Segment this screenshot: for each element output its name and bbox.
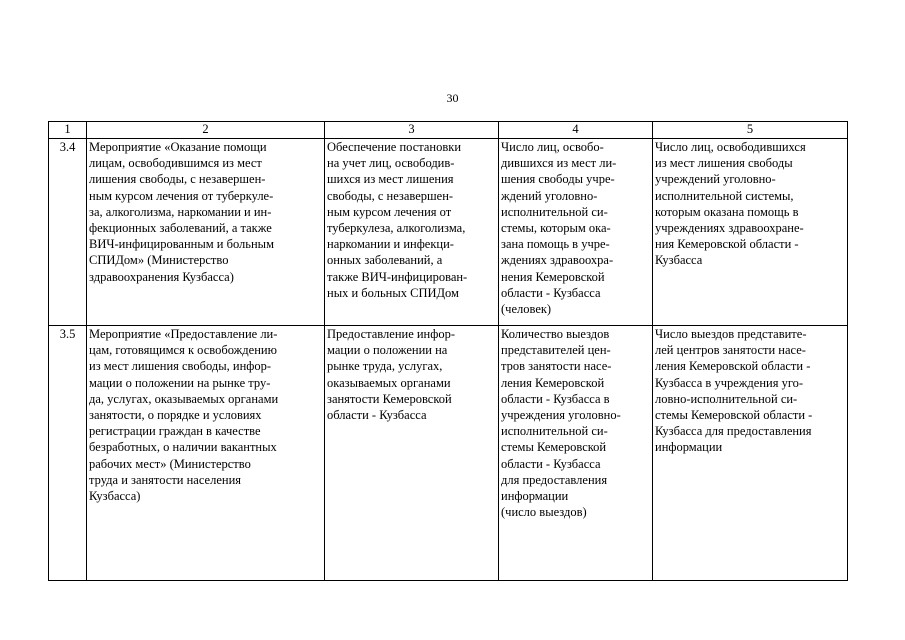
cell-text-line: туберкулеза, алкоголизма, bbox=[327, 221, 466, 236]
cell-text-line: учреждений уголовно- bbox=[655, 172, 776, 187]
cell-text-line: рынке труда, услугах, bbox=[327, 359, 443, 374]
table-header-row bbox=[49, 122, 848, 139]
cell-text-line: из мест лишения свободы bbox=[655, 156, 793, 171]
cell-text-line: ления Кемеровской области - bbox=[655, 359, 811, 374]
cell-text-line: Кузбасса) bbox=[89, 489, 141, 504]
cell-text-line: Кузбасса для предоставления bbox=[655, 424, 812, 439]
cell-text-line: оказываемых органами bbox=[327, 375, 451, 390]
cell-text-line: цам, готовящимся к освобождению bbox=[89, 343, 277, 358]
cell-text-line: учреждениях здравоохране- bbox=[655, 221, 804, 236]
cell-text-line: ждениях здравоохра- bbox=[501, 253, 614, 268]
outcome-cell bbox=[325, 139, 499, 326]
row-number-cell: 3.4 bbox=[49, 139, 87, 326]
cell-text-line: Обеспечение постановки bbox=[327, 140, 462, 154]
cell-text-line: шения свободы учре- bbox=[501, 172, 615, 187]
column-header-1: 1 bbox=[49, 122, 87, 139]
indicator-cell bbox=[499, 326, 653, 581]
cell-text-line: шихся из мест лишения bbox=[327, 172, 454, 187]
cell-text-line: зана помощь в учре- bbox=[501, 237, 610, 252]
cell-text-line: информации bbox=[501, 489, 569, 504]
cell-text-line: за, алкоголизма, наркомании и ин- bbox=[89, 204, 272, 219]
cell-text-line: труда и занятости населения bbox=[89, 472, 242, 487]
cell-text-line: (число выездов) bbox=[501, 505, 587, 520]
row-number-cell: 3.5 bbox=[49, 326, 87, 581]
cell-text-line: наркомании и инфекци- bbox=[327, 237, 454, 252]
cell-text-line: мации о положении на рынке тру- bbox=[89, 375, 271, 390]
cell-text-line: ным курсом лечения от bbox=[327, 204, 452, 219]
cell-text-line: исполнительной си- bbox=[501, 424, 608, 439]
cell-text-line: онных заболеваний, а bbox=[327, 253, 443, 268]
cell-text-line: Мероприятие «Оказание помощи bbox=[89, 140, 267, 154]
cell-text-line: здравоохранения Кузбасса) bbox=[89, 269, 234, 284]
cell-text-line: области - Кузбасса в bbox=[501, 391, 610, 406]
cell-text-line: рабочих мест» (Министерство bbox=[89, 456, 251, 471]
page-number: 30 bbox=[446, 91, 459, 105]
column-header-3: 3 bbox=[325, 122, 499, 139]
cell-text-line: Число лиц, освободившихся bbox=[655, 140, 806, 154]
cell-text-line: СПИДом» (Министерство bbox=[89, 253, 229, 268]
indicator-description-cell bbox=[653, 326, 848, 581]
cell-text-line: ловно-исполнительной си- bbox=[655, 391, 798, 406]
column-header-4: 4 bbox=[499, 122, 653, 139]
cell-text-line: которым оказана помощь в bbox=[655, 204, 799, 219]
cell-text-line: нения Кемеровской bbox=[501, 269, 605, 284]
cell-text-line: стемы, которым ока- bbox=[501, 221, 611, 236]
cell-text-line: стемы Кемеровской области - bbox=[655, 408, 813, 423]
measure-cell bbox=[87, 139, 325, 326]
cell-text-line: из мест лишения свободы, инфор- bbox=[89, 359, 272, 374]
column-header-5: 5 bbox=[653, 122, 848, 139]
cell-text-line: Число выездов представите- bbox=[655, 327, 807, 341]
cell-text-line: ВИЧ-инфицированным и больным bbox=[89, 237, 274, 252]
cell-text-line: занятости, о порядке и условиях bbox=[89, 408, 262, 423]
measure-cell bbox=[87, 326, 325, 581]
cell-text-line: исполнительной системы, bbox=[655, 188, 794, 203]
indicator-description-cell bbox=[653, 139, 848, 326]
cell-text-line: да, услугах, оказываемых органами bbox=[89, 391, 279, 406]
column-header-2: 2 bbox=[87, 122, 325, 139]
cell-text-line: области - Кузбасса bbox=[501, 456, 601, 471]
cell-text-line: лицам, освободившимся из мест bbox=[89, 156, 262, 171]
cell-text-line: свободы, с незавершен- bbox=[327, 188, 454, 203]
table-row bbox=[49, 326, 848, 581]
cell-text-line: регистрации граждан в качестве bbox=[89, 424, 261, 439]
cell-text-line: Предоставление инфор- bbox=[327, 327, 456, 341]
cell-text-line: мации о положении на bbox=[327, 343, 448, 358]
cell-text-line: представителей цен- bbox=[501, 343, 611, 358]
cell-text-line: Число лиц, освобо- bbox=[501, 140, 604, 154]
cell-text-line: занятости Кемеровской bbox=[327, 391, 452, 406]
cell-text-line: безработных, о наличии вакантных bbox=[89, 440, 277, 455]
cell-text-line: ждений уголовно- bbox=[501, 188, 598, 203]
cell-text-line: ным курсом лечения от туберкуле- bbox=[89, 188, 274, 203]
cell-text-line: лей центров занятости насе- bbox=[655, 343, 806, 358]
cell-text-line: тров занятости насе- bbox=[501, 359, 612, 374]
cell-text-line: фекционных заболеваний, а также bbox=[89, 221, 272, 236]
cell-text-line: лишения свободы, с незавершен- bbox=[89, 172, 266, 187]
cell-text-line: Количество выездов bbox=[501, 327, 610, 341]
cell-text-line: ния Кемеровской области - bbox=[655, 237, 799, 252]
cell-text-line: для предоставления bbox=[501, 472, 608, 487]
cell-text-line: ных и больных СПИДом bbox=[327, 285, 459, 300]
cell-text-line: дившихся из мест ли- bbox=[501, 156, 617, 171]
cell-text-line: исполнительной си- bbox=[501, 204, 608, 219]
cell-text-line: Кузбасса bbox=[655, 253, 703, 268]
cell-text-line: (человек) bbox=[501, 302, 552, 317]
table-row bbox=[49, 139, 848, 326]
indicator-cell bbox=[499, 139, 653, 326]
cell-text-line: также ВИЧ-инфицирован- bbox=[327, 269, 468, 284]
cell-text-line: учреждения уголовно- bbox=[501, 408, 621, 423]
outcome-cell bbox=[325, 326, 499, 581]
cell-text-line: области - Кузбасса bbox=[327, 408, 427, 423]
cell-text-line: стемы Кемеровской bbox=[501, 440, 607, 455]
cell-text-line: Кузбасса в учреждения уго- bbox=[655, 375, 804, 390]
cell-text-line: на учет лиц, освободив- bbox=[327, 156, 455, 171]
cell-text-line: области - Кузбасса bbox=[501, 285, 601, 300]
cell-text-line: Мероприятие «Предоставление ли- bbox=[89, 327, 278, 341]
cell-text-line: информации bbox=[655, 440, 723, 455]
measures-table bbox=[48, 121, 848, 581]
cell-text-line: ления Кемеровской bbox=[501, 375, 605, 390]
